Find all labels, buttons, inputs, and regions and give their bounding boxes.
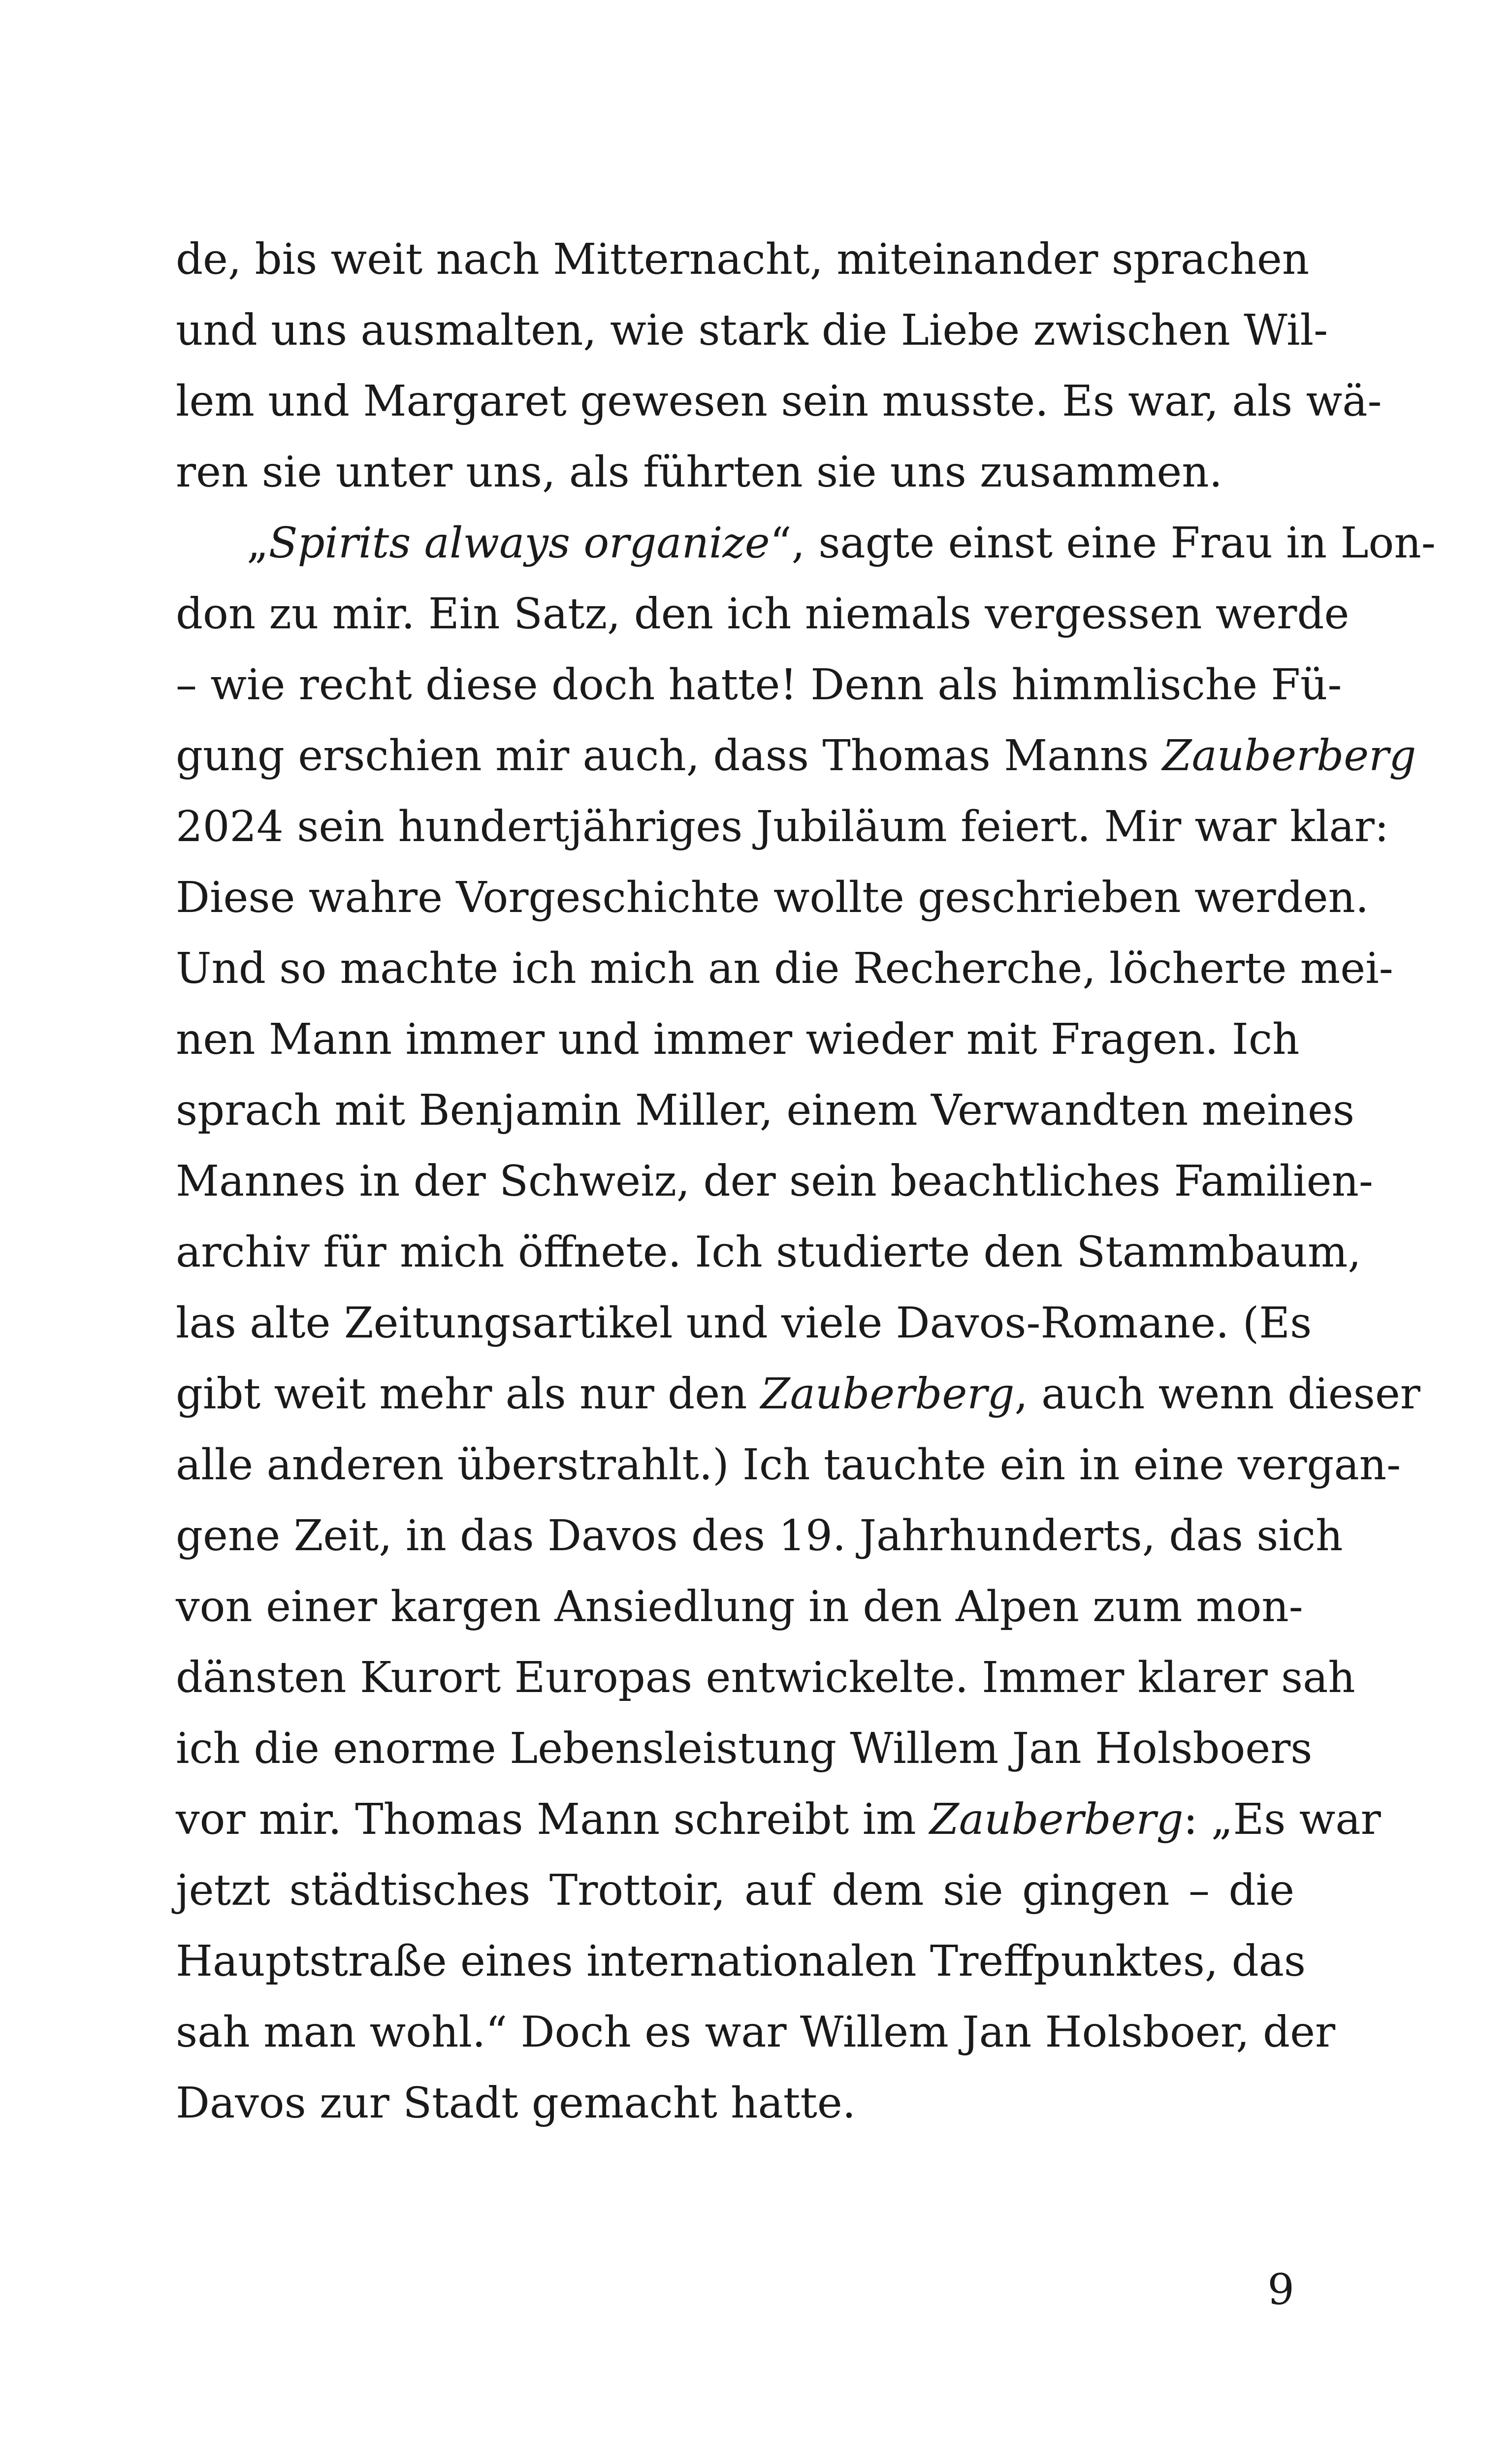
text-line: vor mir. Thomas Mann schreibt im Zauberberg: „Es war <box>176 1795 1381 1844</box>
text-line: Hauptstraße eines internationalen Treffpunktes, das <box>176 1937 1306 1986</box>
text-line: dänsten Kurort Europas entwickelte. Immer klarer sah <box>176 1653 1355 1702</box>
text-line: gene Zeit, in das Davos des 19. Jahrhunderts, das sich <box>176 1511 1343 1561</box>
text-line: von einer kargen Ansiedlung in den Alpen zum mon- <box>176 1582 1303 1631</box>
text-line: 2024 sein hundertjähriges Jubiläum feiert. Mir war klar: <box>176 802 1389 851</box>
text-line: ren sie unter uns, als führten sie uns zusammen. <box>176 448 1222 497</box>
text-line: und uns ausmalten, wie stark die Liebe zwischen Wil- <box>176 306 1328 355</box>
text-line: jetzt städtisches Trottoir, auf dem sie gingen – die <box>176 1866 1294 1915</box>
page-number: 9 <box>1267 2265 1294 2314</box>
text-line: – wie recht diese doch hatte! Denn als himmlische Fü- <box>176 660 1342 710</box>
text-line: gung erschien mir auch, dass Thomas Manns Zauberberg <box>176 731 1416 781</box>
italic-title: Zauberberg <box>760 1369 1015 1419</box>
text-line: archiv für mich öffnete. Ich studierte den Stammbaum, <box>176 1228 1361 1277</box>
text-line: sah man wohl.“ Doch es war Willem Jan Holsboer, der <box>176 2008 1336 2057</box>
text-line: Und so machte ich mich an die Recherche, löcherte mei- <box>176 944 1393 993</box>
text-line: alle anderen überstrahlt.) Ich tauchte ein in eine vergan- <box>176 1440 1401 1490</box>
text-line: gibt weit mehr als nur den Zauberberg, auch wenn dieser <box>176 1369 1420 1419</box>
text-line: ich die enorme Lebensleistung Willem Jan Holsboers <box>176 1724 1313 1773</box>
body-text <box>176 224 1436 2139</box>
text-line: de, bis weit nach Mitternacht, miteinander sprachen <box>176 235 1310 284</box>
text-line: „Spirits always organize“, sagte einst eine Frau in Lon- <box>247 519 1436 568</box>
text-line: nen Mann immer und immer wieder mit Fragen. Ich <box>176 1015 1300 1064</box>
italic-phrase: Spirits always organize <box>268 519 770 568</box>
text-line: don zu mir. Ein Satz, den ich niemals vergessen werde <box>176 589 1350 639</box>
text-line: Davos zur Stadt gemacht hatte. <box>176 2079 856 2128</box>
text-line: lem und Margaret gewesen sein musste. Es war, als wä- <box>176 377 1382 426</box>
text-line: Diese wahre Vorgeschichte wollte geschrieben werden. <box>176 873 1369 922</box>
italic-title: Zauberberg <box>1162 731 1416 781</box>
text-line: sprach mit Benjamin Miller, einem Verwandten meines <box>176 1086 1355 1135</box>
text-line: Mannes in der Schweiz, der sein beachtliches Familien- <box>176 1157 1373 1206</box>
italic-title: Zauberberg <box>930 1795 1184 1844</box>
text-line: las alte Zeitungsartikel und viele Davos-Romane. (Es <box>176 1299 1312 1348</box>
